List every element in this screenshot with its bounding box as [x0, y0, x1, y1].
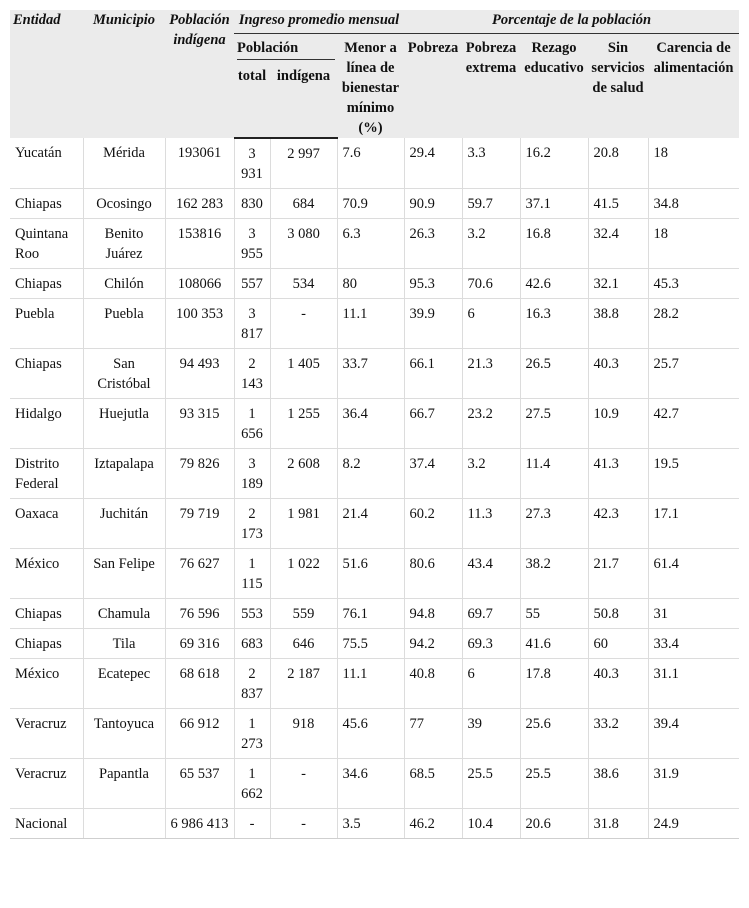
- cell-rezago: 27.3: [520, 499, 588, 549]
- cell-rezago: 41.6: [520, 629, 588, 659]
- cell-municipio: Benito Juárez: [83, 219, 165, 269]
- cell-poblacion-indigena: 68 618: [165, 659, 234, 709]
- cell-poblacion-indigena: 79 826: [165, 449, 234, 499]
- cell-entidad: Oaxaca: [10, 499, 83, 549]
- cell-municipio: San Felipe: [83, 549, 165, 599]
- cell-poblacion-total: -: [234, 809, 270, 839]
- cell-pobreza-extrema: 23.2: [462, 399, 520, 449]
- header-municipio: Municipio: [83, 10, 165, 138]
- cell-menor-linea: 36.4: [337, 399, 404, 449]
- cell-municipio: Puebla: [83, 299, 165, 349]
- header-ingreso: Ingreso promedio mensual: [234, 10, 404, 34]
- cell-rezago: 11.4: [520, 449, 588, 499]
- cell-menor-linea: 33.7: [337, 349, 404, 399]
- table-row: [10, 219, 739, 269]
- cell-poblacion-indigena: 100 353: [165, 299, 234, 349]
- cell-menor-linea: 11.1: [337, 299, 404, 349]
- cell-pobreza: 95.3: [404, 269, 462, 299]
- cell-poblacion-total: 557: [234, 269, 270, 299]
- cell-poblacion-indigena-ingreso: 2 608: [270, 449, 337, 499]
- cell-pobreza-extrema: 21.3: [462, 349, 520, 399]
- cell-pobreza: 94.8: [404, 599, 462, 629]
- cell-sin-servicios: 50.8: [588, 599, 648, 629]
- cell-menor-linea: 21.4: [337, 499, 404, 549]
- cell-entidad: Veracruz: [10, 759, 83, 809]
- cell-carencia: 17.1: [648, 499, 739, 549]
- table-row: [10, 349, 739, 399]
- cell-rezago: 25.6: [520, 709, 588, 759]
- header-total: total: [234, 66, 270, 91]
- cell-pobreza-extrema: 70.6: [462, 269, 520, 299]
- cell-rezago: 42.6: [520, 269, 588, 299]
- cell-municipio: Tila: [83, 629, 165, 659]
- table-row: [10, 138, 739, 189]
- cell-sin-servicios: 32.4: [588, 219, 648, 269]
- cell-municipio: Chilón: [83, 269, 165, 299]
- table-row: [10, 599, 739, 629]
- cell-entidad: Nacional: [10, 809, 83, 839]
- cell-poblacion-total: 3 817: [234, 299, 270, 349]
- cell-poblacion-indigena-ingreso: 684: [270, 189, 337, 219]
- header-entidad: Entidad: [10, 10, 83, 138]
- cell-menor-linea: 75.5: [337, 629, 404, 659]
- cell-carencia: 61.4: [648, 549, 739, 599]
- cell-carencia: 28.2: [648, 299, 739, 349]
- header-menor-linea: Menor a línea de bienestar mínimo (%): [337, 34, 404, 139]
- cell-poblacion-total: 3 955: [234, 219, 270, 269]
- cell-menor-linea: 6.3: [337, 219, 404, 269]
- cell-entidad: Veracruz: [10, 709, 83, 759]
- header-indigena: indígena: [270, 66, 337, 91]
- cell-menor-linea: 8.2: [337, 449, 404, 499]
- cell-poblacion-total: 1 115: [234, 549, 270, 599]
- cell-pobreza: 37.4: [404, 449, 462, 499]
- cell-municipio: Iztapalapa: [83, 449, 165, 499]
- cell-sin-servicios: 32.1: [588, 269, 648, 299]
- table-row: [10, 549, 739, 599]
- cell-sin-servicios: 38.6: [588, 759, 648, 809]
- table-row: [10, 629, 739, 659]
- cell-pobreza-extrema: 6: [462, 299, 520, 349]
- cell-rezago: 55: [520, 599, 588, 629]
- table-row: [10, 809, 739, 839]
- cell-pobreza: 26.3: [404, 219, 462, 269]
- header-poblacion-indigena: Población indígena: [165, 10, 234, 138]
- cell-entidad: Quintana Roo: [10, 219, 83, 269]
- cell-poblacion-indigena-ingreso: -: [270, 299, 337, 349]
- cell-poblacion-indigena-ingreso: 559: [270, 599, 337, 629]
- cell-carencia: 24.9: [648, 809, 739, 839]
- cell-pobreza-extrema: 69.3: [462, 629, 520, 659]
- header-carencia: Carencia de alimentación: [648, 34, 739, 139]
- cell-pobreza: 66.7: [404, 399, 462, 449]
- cell-pobreza: 66.1: [404, 349, 462, 399]
- cell-poblacion-total: 1 273: [234, 709, 270, 759]
- cell-municipio: Chamula: [83, 599, 165, 629]
- cell-poblacion-indigena: 94 493: [165, 349, 234, 399]
- cell-sin-servicios: 40.3: [588, 349, 648, 399]
- cell-sin-servicios: 38.8: [588, 299, 648, 349]
- header-porcentaje: Porcentaje de la población: [404, 10, 739, 34]
- table-row: [10, 659, 739, 709]
- cell-sin-servicios: 42.3: [588, 499, 648, 549]
- cell-poblacion-indigena: 108066: [165, 269, 234, 299]
- cell-poblacion-indigena: 69 316: [165, 629, 234, 659]
- header-pobreza-extrema: Pobreza extrema: [462, 34, 520, 139]
- cell-poblacion-indigena-ingreso: 534: [270, 269, 337, 299]
- cell-poblacion-indigena-ingreso: 1 255: [270, 399, 337, 449]
- cell-entidad: Chiapas: [10, 189, 83, 219]
- cell-poblacion-total: 2 143: [234, 349, 270, 399]
- cell-pobreza-extrema: 43.4: [462, 549, 520, 599]
- cell-pobreza: 60.2: [404, 499, 462, 549]
- header-rezago: Rezago educativo: [520, 34, 588, 139]
- cell-carencia: 34.8: [648, 189, 739, 219]
- cell-pobreza: 68.5: [404, 759, 462, 809]
- cell-pobreza: 90.9: [404, 189, 462, 219]
- cell-pobreza: 29.4: [404, 138, 462, 189]
- table-body: [10, 138, 739, 839]
- cell-poblacion-indigena: 93 315: [165, 399, 234, 449]
- cell-pobreza-extrema: 6: [462, 659, 520, 709]
- cell-poblacion-indigena: 79 719: [165, 499, 234, 549]
- cell-sin-servicios: 41.5: [588, 189, 648, 219]
- cell-entidad: Chiapas: [10, 629, 83, 659]
- cell-poblacion-total: 3 931: [234, 138, 270, 189]
- cell-entidad: Distrito Federal: [10, 449, 83, 499]
- cell-menor-linea: 51.6: [337, 549, 404, 599]
- cell-carencia: 33.4: [648, 629, 739, 659]
- cell-pobreza-extrema: 3.2: [462, 449, 520, 499]
- cell-poblacion-indigena-ingreso: 2 997: [270, 138, 337, 189]
- cell-sin-servicios: 10.9: [588, 399, 648, 449]
- table-row: [10, 709, 739, 759]
- cell-pobreza: 77: [404, 709, 462, 759]
- cell-poblacion-total: 3 189: [234, 449, 270, 499]
- cell-entidad: Puebla: [10, 299, 83, 349]
- cell-poblacion-total: 2 173: [234, 499, 270, 549]
- cell-municipio: Ecatepec: [83, 659, 165, 709]
- cell-pobreza: 46.2: [404, 809, 462, 839]
- cell-carencia: 45.3: [648, 269, 739, 299]
- cell-pobreza-extrema: 69.7: [462, 599, 520, 629]
- municipal-indigenous-table: [10, 10, 739, 839]
- cell-entidad: Yucatán: [10, 138, 83, 189]
- table-row: [10, 269, 739, 299]
- cell-rezago: 16.2: [520, 138, 588, 189]
- cell-entidad: Chiapas: [10, 269, 83, 299]
- cell-poblacion-indigena: 76 627: [165, 549, 234, 599]
- cell-poblacion-indigena: 153816: [165, 219, 234, 269]
- cell-entidad: México: [10, 659, 83, 709]
- cell-pobreza-extrema: 3.3: [462, 138, 520, 189]
- table-row: [10, 399, 739, 449]
- cell-carencia: 31: [648, 599, 739, 629]
- cell-carencia: 25.7: [648, 349, 739, 399]
- table-row: [10, 499, 739, 549]
- cell-menor-linea: 34.6: [337, 759, 404, 809]
- cell-poblacion-indigena: 65 537: [165, 759, 234, 809]
- cell-municipio: Ocosingo: [83, 189, 165, 219]
- cell-municipio: Papantla: [83, 759, 165, 809]
- cell-menor-linea: 11.1: [337, 659, 404, 709]
- cell-sin-servicios: 33.2: [588, 709, 648, 759]
- cell-sin-servicios: 41.3: [588, 449, 648, 499]
- cell-poblacion-indigena: 66 912: [165, 709, 234, 759]
- cell-poblacion-indigena: 193061: [165, 138, 234, 189]
- cell-pobreza-extrema: 11.3: [462, 499, 520, 549]
- cell-poblacion-indigena-ingreso: 1 022: [270, 549, 337, 599]
- cell-entidad: México: [10, 549, 83, 599]
- cell-poblacion-indigena-ingreso: 1 405: [270, 349, 337, 399]
- cell-poblacion-total: 830: [234, 189, 270, 219]
- cell-entidad: Chiapas: [10, 349, 83, 399]
- cell-pobreza-extrema: 10.4: [462, 809, 520, 839]
- table-row: [10, 189, 739, 219]
- cell-poblacion-indigena-ingreso: 1 981: [270, 499, 337, 549]
- cell-municipio: Tantoyuca: [83, 709, 165, 759]
- cell-poblacion-indigena: 6 986 413: [165, 809, 234, 839]
- cell-pobreza: 94.2: [404, 629, 462, 659]
- cell-rezago: 25.5: [520, 759, 588, 809]
- cell-menor-linea: 3.5: [337, 809, 404, 839]
- cell-carencia: 31.1: [648, 659, 739, 709]
- cell-menor-linea: 70.9: [337, 189, 404, 219]
- cell-pobreza: 39.9: [404, 299, 462, 349]
- cell-menor-linea: 76.1: [337, 599, 404, 629]
- cell-carencia: 42.7: [648, 399, 739, 449]
- table-row: [10, 449, 739, 499]
- cell-rezago: 20.6: [520, 809, 588, 839]
- cell-carencia: 39.4: [648, 709, 739, 759]
- cell-entidad: Chiapas: [10, 599, 83, 629]
- cell-poblacion-indigena-ingreso: -: [270, 759, 337, 809]
- table-header: [10, 10, 739, 138]
- cell-rezago: 16.3: [520, 299, 588, 349]
- cell-menor-linea: 7.6: [337, 138, 404, 189]
- header-pobreza: Pobreza: [404, 34, 462, 139]
- cell-pobreza-extrema: 39: [462, 709, 520, 759]
- cell-poblacion-indigena: 162 283: [165, 189, 234, 219]
- cell-poblacion-total: 2 837: [234, 659, 270, 709]
- cell-poblacion-indigena-ingreso: 918: [270, 709, 337, 759]
- cell-sin-servicios: 40.3: [588, 659, 648, 709]
- cell-poblacion-indigena-ingreso: 3 080: [270, 219, 337, 269]
- cell-rezago: 17.8: [520, 659, 588, 709]
- cell-carencia: 31.9: [648, 759, 739, 809]
- cell-poblacion-total: 1 656: [234, 399, 270, 449]
- cell-carencia: 19.5: [648, 449, 739, 499]
- cell-poblacion-total: 1 662: [234, 759, 270, 809]
- table-container: [10, 10, 739, 839]
- header-sin-servicios: Sin servicios de salud: [588, 34, 648, 139]
- cell-municipio: Juchitán: [83, 499, 165, 549]
- cell-poblacion-indigena-ingreso: 2 187: [270, 659, 337, 709]
- cell-pobreza: 40.8: [404, 659, 462, 709]
- cell-poblacion-indigena: 76 596: [165, 599, 234, 629]
- cell-poblacion-indigena-ingreso: 646: [270, 629, 337, 659]
- cell-menor-linea: 80: [337, 269, 404, 299]
- table-row: [10, 759, 739, 809]
- cell-municipio: Huejutla: [83, 399, 165, 449]
- cell-rezago: 38.2: [520, 549, 588, 599]
- cell-menor-linea: 45.6: [337, 709, 404, 759]
- cell-municipio: [83, 809, 165, 839]
- cell-poblacion-indigena-ingreso: -: [270, 809, 337, 839]
- cell-pobreza-extrema: 25.5: [462, 759, 520, 809]
- cell-carencia: 18: [648, 138, 739, 189]
- cell-rezago: 16.8: [520, 219, 588, 269]
- cell-poblacion-total: 683: [234, 629, 270, 659]
- cell-sin-servicios: 20.8: [588, 138, 648, 189]
- cell-sin-servicios: 60: [588, 629, 648, 659]
- cell-pobreza-extrema: 3.2: [462, 219, 520, 269]
- cell-poblacion-total: 553: [234, 599, 270, 629]
- cell-municipio: San Cristóbal: [83, 349, 165, 399]
- cell-rezago: 26.5: [520, 349, 588, 399]
- cell-sin-servicios: 21.7: [588, 549, 648, 599]
- cell-carencia: 18: [648, 219, 739, 269]
- cell-municipio: Mérida: [83, 138, 165, 189]
- cell-entidad: Hidalgo: [10, 399, 83, 449]
- cell-sin-servicios: 31.8: [588, 809, 648, 839]
- cell-rezago: 27.5: [520, 399, 588, 449]
- cell-pobreza: 80.6: [404, 549, 462, 599]
- cell-pobreza-extrema: 59.7: [462, 189, 520, 219]
- header-poblacion: Población: [237, 38, 335, 60]
- cell-rezago: 37.1: [520, 189, 588, 219]
- table-row: [10, 299, 739, 349]
